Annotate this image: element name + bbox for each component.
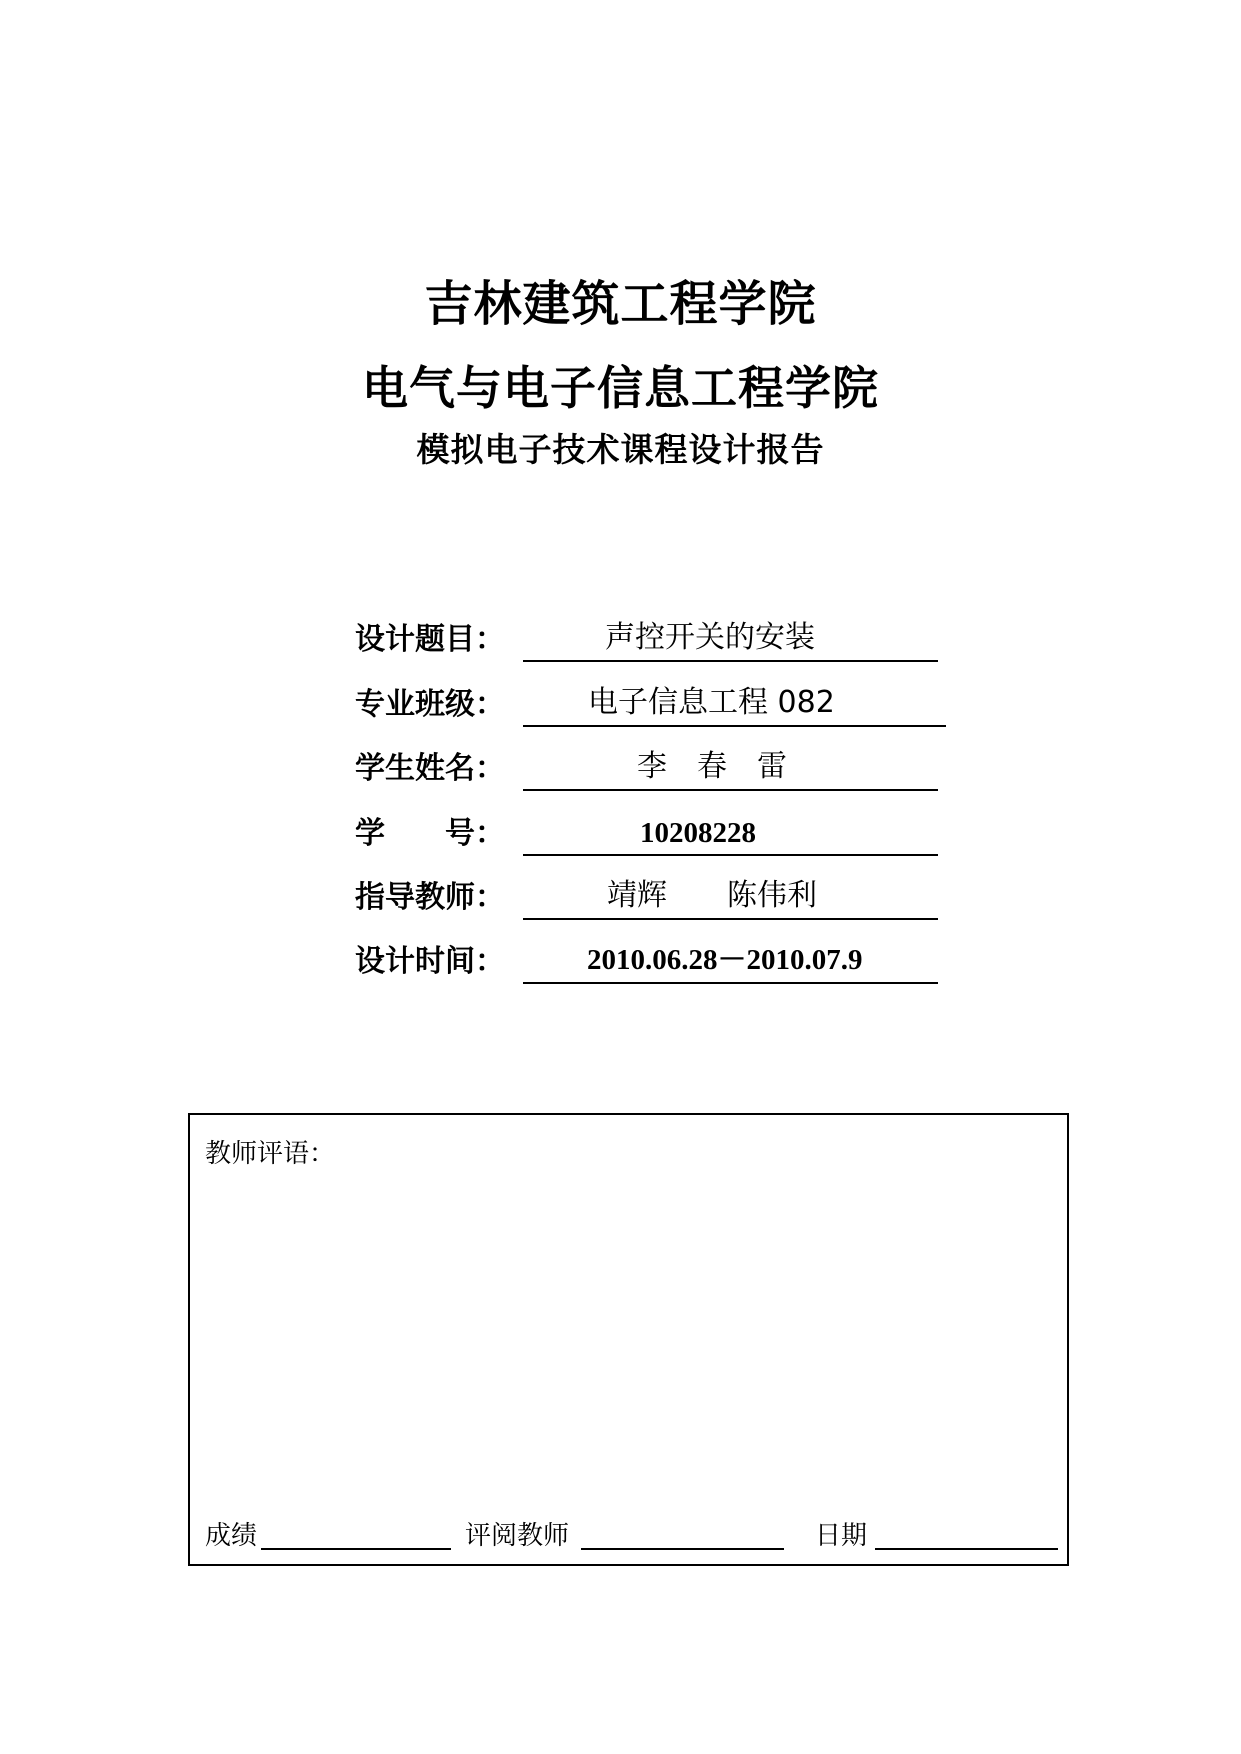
field-major-class: [355, 683, 955, 727]
reviewer-field: [465, 1520, 785, 1554]
field-student-name-label: 学生姓名：: [355, 751, 505, 786]
field-student-name-value: 李 春 雷: [637, 749, 787, 784]
field-major-class-underline: [523, 685, 946, 727]
school-title: 吉林建筑工程学院: [424, 276, 817, 332]
grade-underline: [261, 1547, 451, 1550]
grade-label: 成绩: [205, 1521, 258, 1551]
grade-field: [205, 1520, 450, 1554]
reviewer-label: 评阅教师: [465, 1521, 570, 1551]
field-student-name-underline: [523, 749, 938, 791]
field-design-time-label: 设计时间：: [355, 944, 505, 979]
field-major-class-value: 电子信息工程 082: [588, 685, 835, 720]
field-student-name: [355, 747, 955, 791]
field-advisor-value: 靖辉 陈伟利: [607, 878, 817, 913]
field-advisor-underline: [523, 878, 938, 920]
date-field: [815, 1520, 1060, 1554]
field-topic-label: 设计题目：: [355, 622, 505, 657]
date-underline: [875, 1547, 1058, 1550]
reviewer-underline: [581, 1547, 784, 1550]
field-student-id: [355, 812, 955, 856]
date-label: 日期: [815, 1521, 868, 1551]
field-topic-underline: [523, 620, 938, 662]
field-major-class-label: 专业班级：: [355, 687, 505, 722]
field-design-time-value: 2010.06.28－2010.07.9: [587, 944, 863, 976]
field-design-time: [355, 940, 955, 984]
field-student-id-label: 学 号：: [355, 816, 505, 851]
college-title: 电气与电子信息工程学院: [362, 361, 879, 415]
field-topic-value: 声控开关的安装: [605, 620, 815, 655]
field-student-id-value: 10208228: [640, 817, 756, 849]
field-student-id-underline: [523, 814, 938, 856]
field-design-time-underline: [523, 942, 938, 984]
field-advisor: [355, 876, 955, 920]
teacher-comment-box: [188, 1113, 1069, 1566]
report-title: 模拟电子技术课程设计报告: [416, 430, 825, 469]
teacher-comment-label: 教师评语：: [205, 1139, 336, 1169]
field-advisor-label: 指导教师：: [355, 880, 505, 915]
field-topic: [355, 618, 955, 662]
